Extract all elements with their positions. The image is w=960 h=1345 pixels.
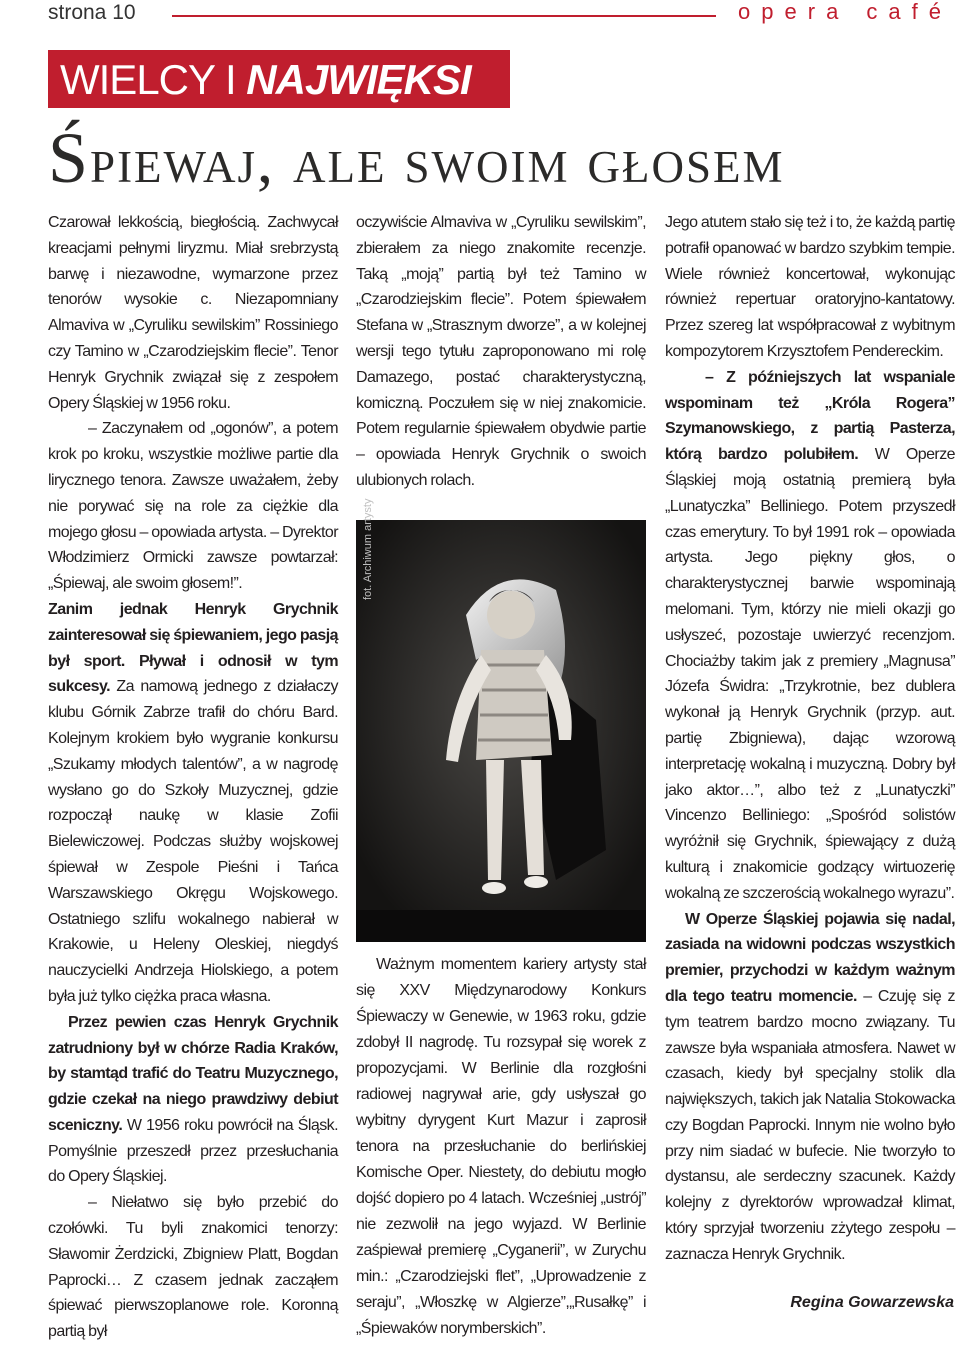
lead-paragraph: Czarował lekkością, biegłością. Zachwycał kreacjami pełnymi liryzmu. Miał srebrzystą barwę i niezawodne, wymarzone przez tenorów wysokie c. Niezapomniany Almaviva w „Cyruliku sewilskim” Rossiniego czy Tamino w „Czarodziejskim flecie”. Tenor Henryk Grychnik związał się z zespołem Opery Śląskiej w 1956 roku. bbox=[48, 214, 338, 412]
column-3 bbox=[665, 210, 955, 1268]
paragraph bbox=[665, 907, 955, 1268]
photo-illustration bbox=[356, 520, 646, 942]
bold-quote: – Z późniejszych lat wspaniale wspominam też „Króla Rogera” Szymanowskiego, z partią Pasterza, którą bardzo polubiłem. bbox=[665, 368, 955, 464]
page-header bbox=[0, 0, 960, 30]
author-byline: Regina Gowarzewska bbox=[790, 1294, 954, 1311]
paragraph-text: W Operze Śląskiej moją ostatnią premierą była „Lunatyczka” Belliniego. Potem przyszedł czas emerytury. To był 1991 rok – opowiada artysta. Jego piękny głos, o charakterystycznej barwie wspominają melomani. Tym, którzy nie mieli okazji go usłyszeć, pozostaje uwierzyć recenzjom. Chociażby takim jak z premiery „Magnusa” Józefa Świdra: „Trzykrotnie, bez dublera wykonał ją Henryk Grychnik (przyp. aut. partię Zbigniewa), dając wzorową interpretację wokalną i muzyczną. Dobry był jako aktor…”, albo też z „Lunatyczki” Vincenzo Belliniego: „Spośród solistów wyróżnił się Grychnik, śpiewający z dużą kulturą i znakomicie godzący wirtuozerię wokalną ze szczerością wokalnego wyrazu”. bbox=[665, 446, 956, 902]
title-initial: Ś bbox=[48, 118, 91, 198]
page-number: strona 10 bbox=[48, 1, 136, 24]
quote-paragraph: – Niełatwo się było przebić do czołówki. Tu byli znakomici tenorzy: Sławomir Żerdzicki, Zbigniew Platt, Bogdan Paprocki… Z czasem jednak zacząłem śpiewać pierwszoplanowe role. Koronną partią był bbox=[48, 1194, 338, 1341]
column-2-bottom bbox=[356, 952, 646, 1342]
bold-lead: Zanim jednak Henryk Grychnik zainteresował się śpiewaniem, jego pasją był sport. Pływał i odnosił w tym sukcesy. bbox=[48, 600, 338, 696]
paragraph: Jego atutem stało się też i to, że każdą partię potrafił opanować w bardzo szybkim tempie. Wiele również koncertował, wykonując również repertuar oratoryjno-kantatowy. Przez szereg lat współpracował z wybitnym kompozytorem Krzysztofem Pendereckim. bbox=[665, 214, 955, 360]
column-2-top bbox=[356, 210, 646, 494]
paragraph bbox=[665, 365, 955, 907]
quote-paragraph: – Zaczynałem od „ogonów”, a potem krok po kroku, wszystkie możliwe partie dla lirycznego tenora. Zawsze uważałem, żeby nie porywać się na role za ciężkie dla mojego głosu – opowiada artysta. – Dyrektor Włodzimierz Ormicki zawsze powtarzał: „Śpiewaj, ale swoim głosem!”. bbox=[48, 420, 338, 593]
title-rest: piewaj, ale swoim głosem bbox=[90, 125, 785, 196]
paragraph bbox=[48, 597, 338, 1010]
header-rule bbox=[172, 15, 716, 17]
column-1 bbox=[48, 210, 338, 1345]
paragraph-text: – Czuję się z tym teatrem bardzo mocno związany. Tu zawsze była wspaniała atmosfera. Nawet w czasach, kiedy był specjalny stolik dla największych, takich jak Natalia Stokowacka czy Bogdan Paprocki. Innym nie wolno było przy nim siadać w bufecie. Nie tworzyło to dystansu, ale serdeczny szacunek. Każdy kolejny z dyrektorów wprowadzał klimat, który sprzyjał tworzeniu zżytego zespołu – zaznacza Henryk Grychnik. bbox=[665, 987, 955, 1263]
bold-lead: W Operze Śląskiej pojawia się nadal, zasiada na widowni podczas wszystkich premier, przychodzi w każdym ważnym dla tego teatru momencie. bbox=[665, 910, 955, 1005]
section-title bbox=[60, 55, 471, 105]
paragraph: Ważnym momentem kariery artysty stał się XXV Międzynarodowy Konkurs Śpiewaczy w Genewie, w 1963 roku, gdzie zdobył II nagrodę. Tu rozsypał się worek z propozycjami. W Berlinie dla rozgłośni radiowej nagrywał arie, gdy usłyszał go wybitny dyrygent Kurt Mazur i zaprosił tenora na przesłuchanie do berlińskiej Komische Oper. Niestety, do debiutu mogło dojść dopiero po 4 latach. Wcześniej „ustrój” nie zezwolił na jego wyjazd. W Berlinie zaśpiewał premierę „Cyganerii”, w Zurychu min.: „Czarodziejski flet”, „Uprowadzenie z seraju”, „Włoszkę w Algierze”,„Rusałkę” i „Śpiewaków norymberskich”. bbox=[356, 956, 646, 1337]
magazine-name: opera café bbox=[738, 0, 952, 24]
singer-photo bbox=[356, 520, 646, 942]
section-title-part1: WIELCY I bbox=[60, 56, 247, 103]
paragraph bbox=[48, 1010, 338, 1191]
paragraph-text: Za namową jednego z działaczy klubu Górnik Zabrze trafił do chóru Bard. Kolejnym krokiem było wygranie konkursu „Szukamy młodych talentów”, a w nagrodę wysłano go do Szkoły Muzycznej, gdzie rozpoczął naukę w klasie Zofii Bielewiczowej. Podczas służby wojskowej śpiewał w Zespole Pieśni i Tańca Warszawskiego Okręgu Wojskowego. Ostatniego szlifu wokalnego nabierał w Krakowie, u Heleny Oleskiej, niegdyś nauczycielki Andrzeja Hiolskiego, a potem była już tylko ciężka praca własna. bbox=[48, 678, 338, 1005]
paragraph: oczywiście Almaviva w „Cyruliku sewilskim”, zbierałem za niego znakomite recenzje. Taką „moją” partią był też Tamino w „Czarodziejskim flecie”. Potem śpiewałem Stefana w „Strasznym dworze”, a w kolejnej wersji tego tytułu zaproponowano mi rolę Damazego, postać charakterystyczną, komiczną. Poczułem się w niej znakomicie. Potem regularnie śpiewałem obydwie partie – opowiada Henryk Grychnik o swoich ulubionych rolach. bbox=[356, 214, 646, 489]
paragraph-text: W 1956 roku powrócił na Śląsk. Pomyślnie przeszedł przez przesłuchania do Opery Śląskiej. bbox=[48, 1116, 338, 1186]
photo-credit: fot. Archiwum artysty bbox=[362, 498, 374, 600]
bold-lead: Przez pewien czas Henryk Grychnik zatrudniony był w chórze Radia Kraków, by stamtąd trafić do Teatru Muzycznego, gdzie czekał na niego prawdziwy debiut sceniczny. bbox=[48, 1013, 338, 1134]
article-title bbox=[48, 118, 960, 201]
section-title-part2: NAJWIĘKSI bbox=[246, 56, 471, 103]
